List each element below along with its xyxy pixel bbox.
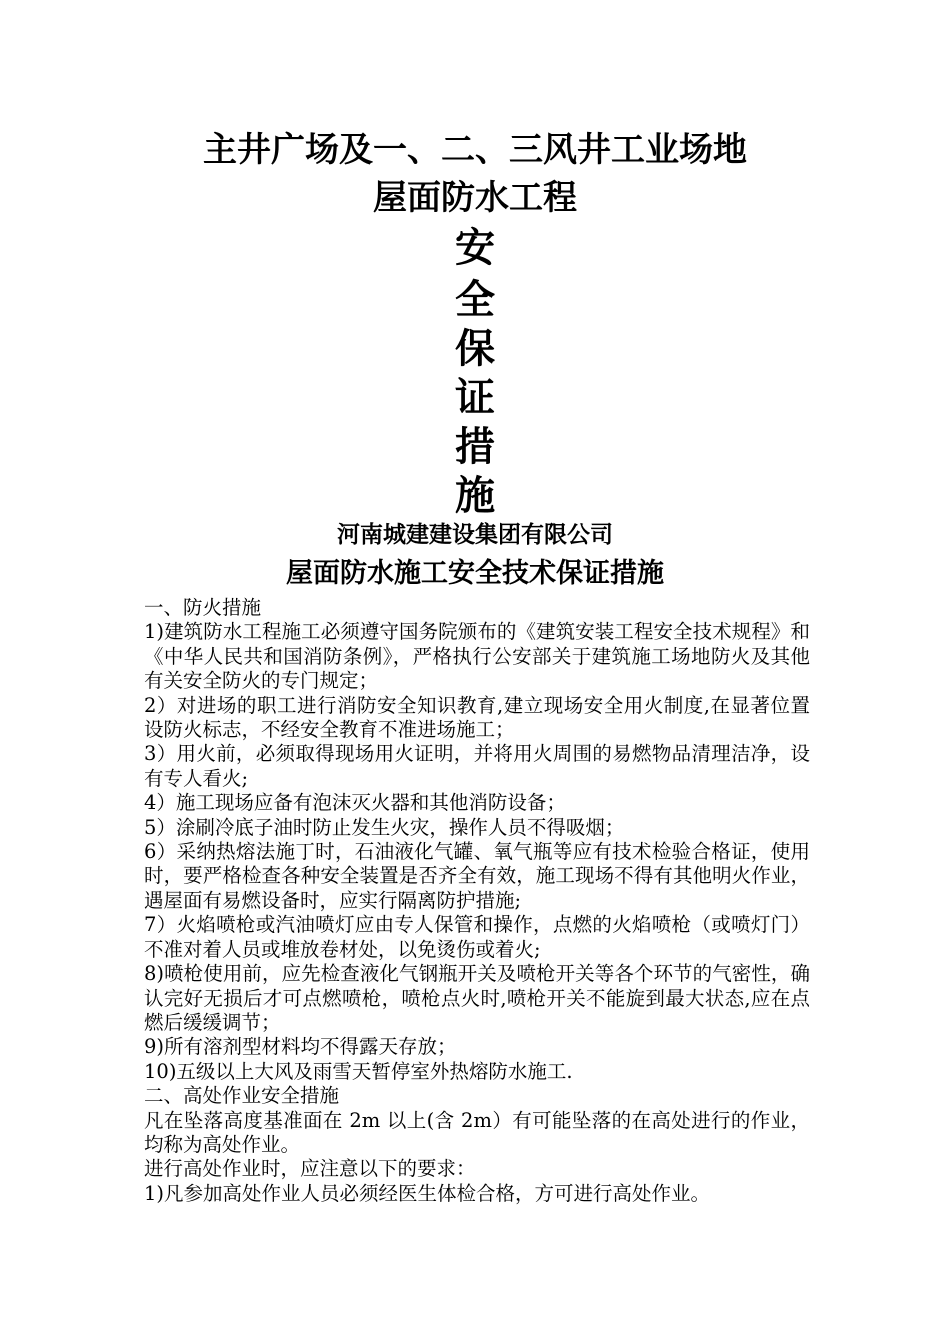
document-body	[144, 596, 810, 1206]
paragraph: 3）用火前，必须取得现场用火证明，并将用火周围的易燃物品清理洁净，设有专人看火;	[144, 742, 810, 790]
paragraph: 8)喷枪使用前，应先检查液化气钢瓶开关及喷枪开关等各个环节的气密性，确认完好无损后才可点燃喷枪，喷枪点火时,喷枪开关不能旋到最大状态,应在点燃后缓缓调节；	[144, 962, 810, 1034]
paragraph: 4）施工现场应备有泡沫灭火器和其他消防设备；	[144, 791, 566, 815]
cover-vertical-char: 措	[455, 424, 495, 470]
paragraph: 10)五级以上大风及雨雪天暂停室外热熔防水施工.	[144, 1059, 573, 1083]
cover-vertical-char: 保	[455, 326, 495, 372]
cover-vertical-char: 安	[455, 225, 495, 271]
document-title: 屋面防水施工安全技术保证措施	[286, 558, 664, 589]
paragraph: 进行高处作业时，应注意以下的要求：	[144, 1157, 476, 1181]
cover-vertical-char: 全	[455, 277, 495, 323]
cover-title-line-2: 屋面防水工程	[373, 178, 577, 218]
paragraph: 1)建筑防水工程施工必须遵守国务院颁布的《建筑安装工程安全技术规程》和《中华人民共和国消防条例》，严格执行公安部关于建筑施工场地防火及其他有关安全防火的专门规定；	[144, 620, 810, 693]
paragraph: 6）采纳热熔法施丁时，石油液化气罐、氧气瓶等应有技术检验合格证，使用时，要严格检查各种安全装置是否齐全有效，施工现场不得有其他明火作业，遇屋面有易燃设备时，应实行隔离防护措施;	[144, 840, 810, 912]
cover-vertical-char: 证	[455, 375, 495, 421]
paragraph: 2）对进场的职工进行消防安全知识教育,建立现场安全用火制度,在显著位置设防火标志，不经安全教育不准进场施工；	[144, 693, 810, 742]
cover-vertical-char: 施	[455, 473, 495, 519]
section-heading: 二、高处作业安全措施	[144, 1084, 340, 1108]
company-name: 河南城建建设集团有限公司	[337, 522, 613, 548]
paragraph: 5）涂刷冷底子油时防止发生火灾，操作人员不得吸烟；	[144, 815, 625, 839]
paragraph: 7）火焰喷枪或汽油喷灯应由专人保管和操作，点燃的火焰喷枪（或喷灯门）不准对着人员或堆放卷材处，以免烫伤或着火;	[144, 913, 810, 961]
paragraph: 1)凡参加高处作业人员必须经医生体检合格，方可进行高处作业。	[144, 1181, 711, 1205]
paragraph: 9)所有溶剂型材料均不得露天存放；	[144, 1035, 457, 1059]
cover-title-line-1: 主井广场及一、二、三风井工业场地	[203, 130, 747, 170]
paragraph: 凡在坠落高度基准面在 2m 以上(含 2m）有可能坠落的在高处进行的作业，均称为高处作业。	[144, 1108, 810, 1156]
section-heading: 一、防火措施	[144, 596, 262, 619]
